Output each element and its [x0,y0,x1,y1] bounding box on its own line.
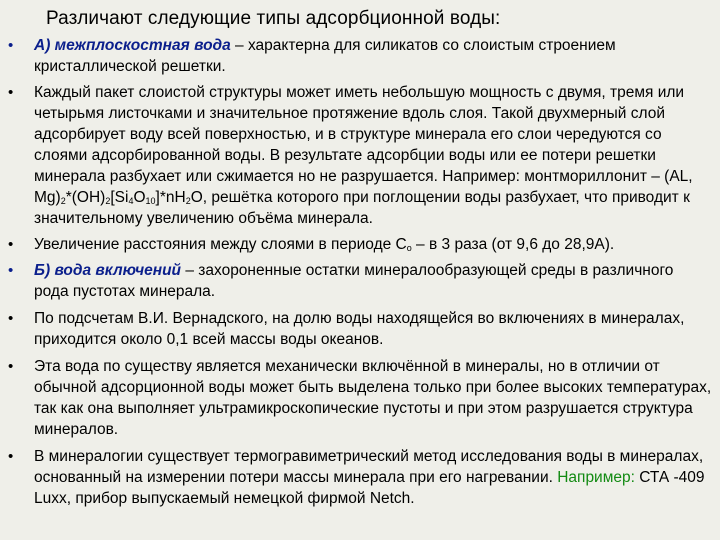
subscript: 4 [128,196,134,206]
item-text: СТА -409 Luxx, прибор выпускаемый немецкой фирмой Netch. [34,469,705,507]
subscript: о [406,243,412,253]
subscript: 2 [105,196,111,206]
bullet-item-thermogravimetric [8,446,712,509]
item-text: – характерна для силикатов со слоистым строением кристаллической решетки. [34,37,616,75]
formula-part: [Si [110,189,129,206]
term-interlayer-water: А) межплоскостная вода [34,37,231,54]
item-text: Увеличение расстояния между слоями в периоде С [34,236,407,253]
formula-part: O [133,189,146,206]
bullet-marker: • [8,448,14,465]
subscript: 2 [60,196,66,206]
item-text: По подсчетам В.И. Вернадского, на долю воды находящейся во включениях в минералах, приходится около 0,1 всей массы воды океанов. [34,310,685,348]
item-text: Каждый пакет слоистой структуры может иметь небольшую мощность с двумя, тремя или четырьмя листочками и значительное протяжение вдоль слоя. Такой двухмерный слой адсорбирует воду всей поверхностью, и в структуре минерала его слои чередуются со слоями адсорбированной воды. В результате адсорбции воды или ее потери решетки минерала разбухает или сжимается но не разрушается. Например: монтмориллонит – (AL, Mg) [34,84,693,206]
bullet-list [8,35,712,509]
term-inclusion-water: Б) вода включений [34,262,182,279]
bullet-marker: • [8,358,14,375]
formula-part: *(OH) [65,189,106,206]
bullet-item-inclusion-water [8,260,712,302]
bullet-item-vernadsky [8,308,712,350]
bullet-marker: • [8,310,14,327]
bullet-item-mechanical-water [8,356,712,440]
item-text: – в 3 раза (от 9,6 до 28,9А). [411,236,615,253]
item-text: Эта вода по существу является механически включённой в минералы, но в отличии от обычной адсорционной воды может быть выделена только при более высоких температурах, так как она выполняет ультрамикроскопические пустоты и при этом разрушается структура минералов. [34,358,712,438]
bullet-marker: • [8,37,14,54]
subscript: 10 [145,196,156,206]
bullet-marker: • [8,84,14,101]
subscript: 2 [185,196,191,206]
formula-part: ]*nH [155,189,186,206]
item-text: O, решётка которого при поглощении воды разбухает, что приводит к значительному увеличению объёма минерала. [34,189,690,227]
item-text: В минералогии существует термогравиметрический метод исследования воды в минералах, основанный на измерении потери массы минерала при его нагревании. [34,448,704,486]
bullet-marker: • [8,236,14,253]
slide-title: Различают следующие типы адсорбционной воды: [46,8,501,29]
bullet-item-interlayer-water [8,35,712,77]
example-label: Например: [557,469,635,486]
bullet-item-layer-structure [8,82,712,229]
item-text: – захороненные остатки минералообразующей среды в различного рода пустотах минерала. [34,262,674,300]
bullet-marker: • [8,262,14,279]
bullet-item-spacing-increase [8,234,712,255]
